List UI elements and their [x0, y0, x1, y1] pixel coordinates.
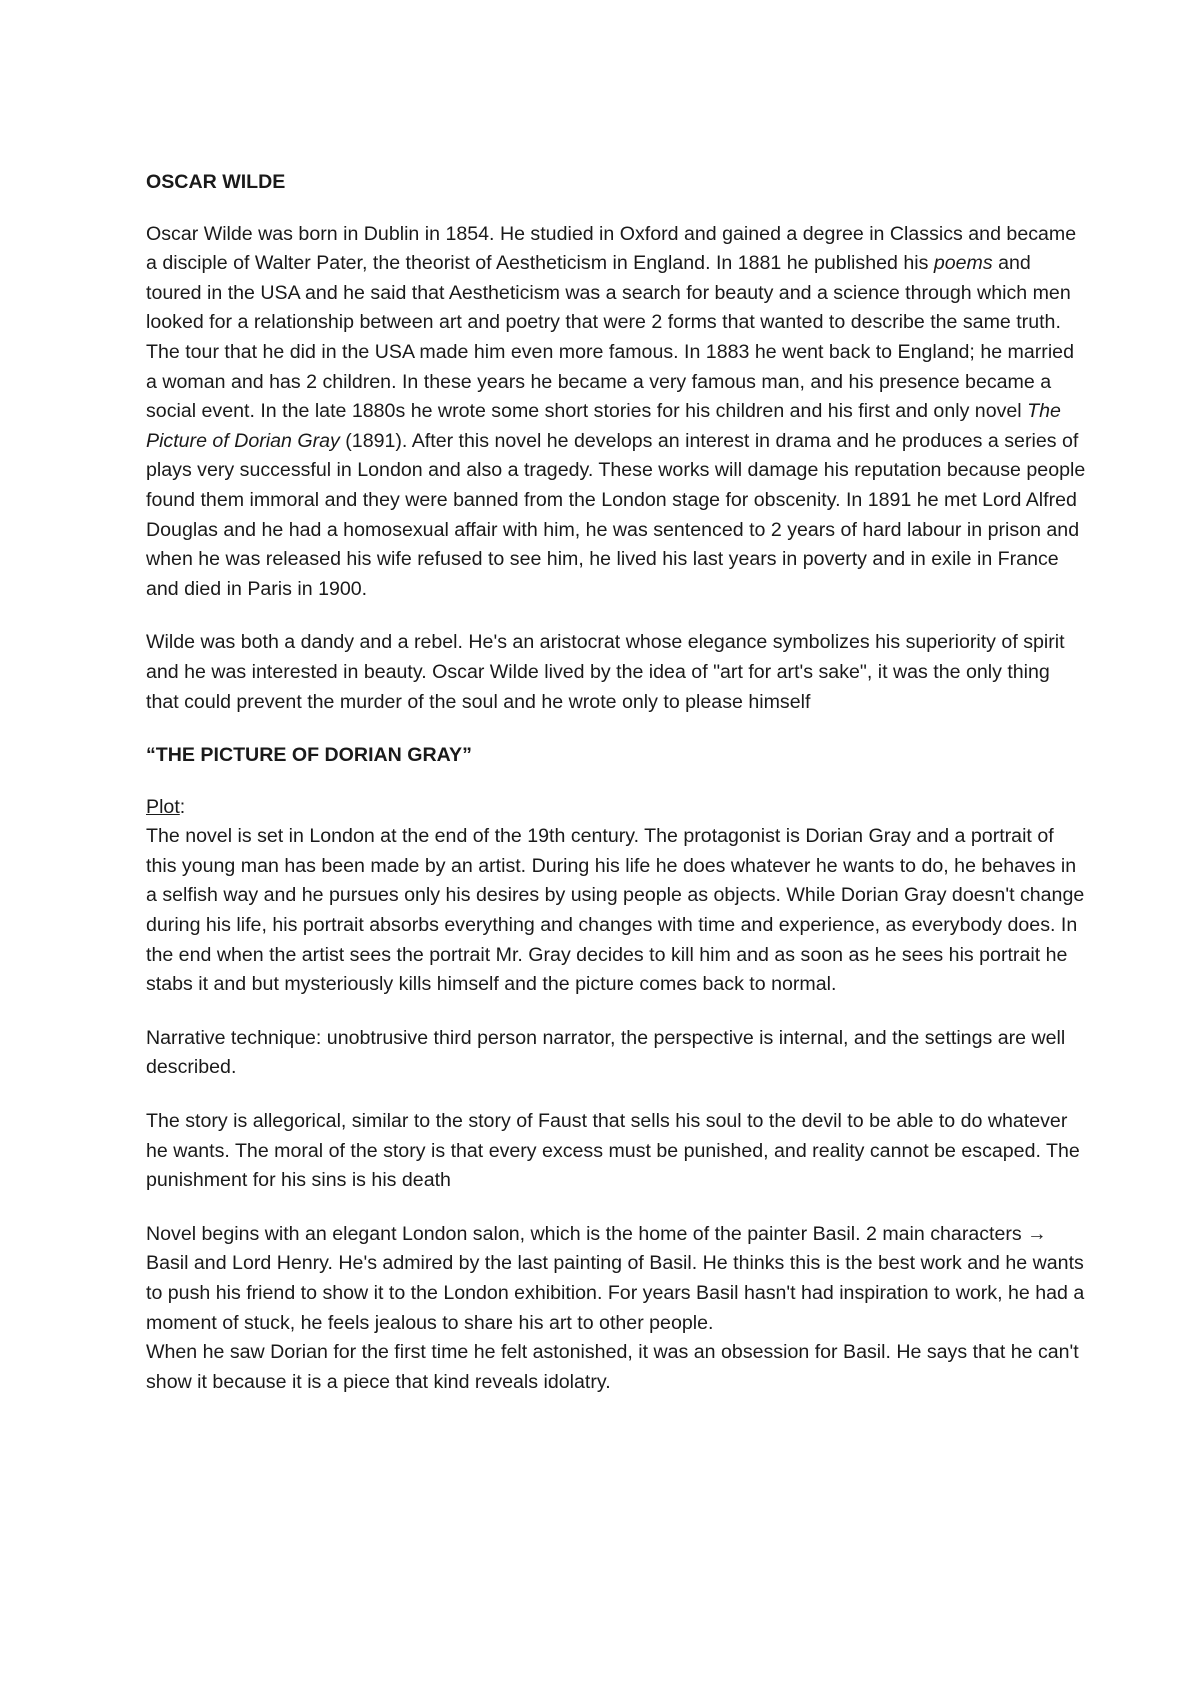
plot-paragraph: The novel is set in London at the end of the 19th century. The protagonist is Dorian Gray and a portrait of this young man has been made by an artist. During his life he does whatever he wants to do, he behaves in a selfish way and he pursues only his desires by using people as objects. While Dorian Gray doesn't change during his life, his portrait absorbs everything and changes with time and experience, as everybody does. In the end when the artist sees the portrait Mr. Gray decides to kill him and as soon as he sees his portrait he stabs it and but mysteriously kills himself and the picture comes back to normal.: [146, 825, 1085, 996]
section-title-dorian-gray: “THE PICTURE OF DORIAN GRAY”: [146, 744, 472, 767]
salon-paragraph: Novel begins with an elegant London salon, which is the home of the painter Basil. 2 main characters → Basil and Lord Henry. He's admired by the last painting of Basil. He thinks this is the best work and he wants to push his friend to show it to the London exhibition. For years Basil hasn't had inspiration to work, he had a moment of stuck, he feels jealous to share his art to other people.: [146, 1222, 1085, 1334]
biography-paragraph: [146, 220, 1086, 605]
plot-label: Plot: [146, 795, 180, 818]
dandy-paragraph: Wilde was both a dandy and a rebel. He's an aristocrat whose elegance symbolizes his superiority of spirit and he was interested in beauty. Oscar Wilde lived by the idea of "art for art's sake", it was the only thing that could prevent the murder of the soul and he wrote only to please himself: [146, 631, 1065, 713]
dorian-obsession-paragraph: When he saw Dorian for the first time he felt astonished, it was an obsession for Basil. He says that he can't show it because it is a piece that kind reveals idolatry.: [146, 1341, 1079, 1393]
allegory-paragraph: The story is allegorical, similar to the story of Faust that sells his soul to the devil to be able to do whatever he wants. The moral of the story is that every excess must be punished, and reality cannot be escaped. The punishment for his sins is his death: [146, 1110, 1080, 1192]
section-title-oscar-wilde: OSCAR WILDE: [146, 171, 286, 193]
biography-text-part-2: and toured in the USA and he said that Aestheticism was a search for beauty and a science through which men looked for a relationship between art and poetry that were 2 forms that wanted to describe the same truth. The tour that he did in the USA made him even more famous. In 1883 he went back to England; he married a woman and has 2 children. In these years he became a very famous man, and his presence became a social event. In the late 1880s he wrote some short stories for his children and his first and only novel: [146, 252, 1074, 423]
document-page: [146, 168, 1086, 1421]
novel-title-italic: The Picture of Dorian Gray: [146, 400, 1061, 452]
narrative-technique-paragraph: Narrative technique: unobtrusive third person narrator, the perspective is internal, and the settings are well described.: [146, 1026, 1066, 1079]
biography-text-part-3: (1891). After this novel he develops an interest in drama and he produces a series of plays very successful in London and also a tragedy. These works will damage his reputation because people found them immoral and they were banned from the London stage for obscenity. In 1891 he met Lord Alfred Douglas and he had a homosexual affair with him, he was sentenced to 2 years of hard labour in prison and when he was released his wife refused to see him, he lived his last years in poverty and in exile in France and died in Paris in 1900.: [146, 429, 1086, 600]
plot-colon: :: [179, 795, 186, 818]
poems-italic: poems: [933, 252, 993, 275]
biography-text-part-1: Oscar Wilde was born in Dublin in 1854. He studied in Oxford and gained a degree in Classics and became a disciple of Walter Pater, the theorist of Aestheticism in England. In 1881 he published his: [146, 222, 1077, 275]
plot-heading: [146, 793, 1086, 823]
